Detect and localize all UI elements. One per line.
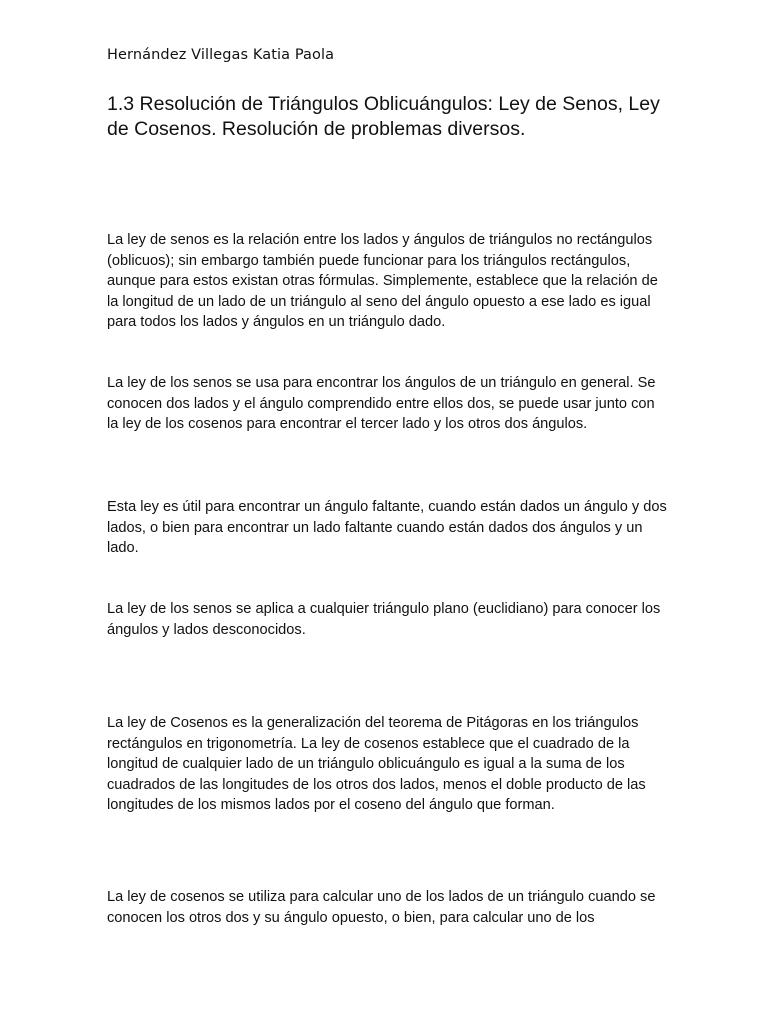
paragraph-ley-de-senos-definicion: La ley de senos es la relación entre los lados y ángulos de triángulos no rectángulos (oblicuos); sin embargo también puede funcionar para los triángulos rectángulos, aunque para estos existan otras fórmulas. Simplemente, establece que la relación de la longitud de un lado de un triángulo al seno del ángulo opuesto a ese lado es igual para todos los lados y ángulos en un triángulo dado. [107, 232, 658, 330]
paragraph-ley-de-senos-utilidad: Esta ley es útil para encontrar un ángulo faltante, cuando están dados un ángulo y dos lados, o bien para encontrar un lado faltante cuando están dados dos ángulos y un lado. [107, 499, 667, 556]
paragraph-ley-de-cosenos-uso: La ley de cosenos se utiliza para calcular uno de los lados de un triángulo cuando se conocen los otros dos y su ángulo opuesto, o bien, para calcular uno de los [107, 889, 656, 926]
paragraph-ley-de-senos-uso: La ley de los senos se usa para encontrar los ángulos de un triángulo en general. Se conocen dos lados y el ángulo comprendido entre ellos dos, se puede usar junto con la ley de los cosenos para encontrar el tercer lado y los otros dos ángulos. [107, 375, 656, 432]
paragraph-ley-de-cosenos-definicion: La ley de Cosenos es la generalización del teorema de Pitágoras en los triángulos rectángulos en trigonometría. La ley de cosenos establece que el cuadrado de la longitud de cualquier lado de un triángulo oblicuángulo es igual a la suma de los cuadrados de las longitudes de los otros dos lados, menos el doble producto de las longitudes de los mismos lados por el coseno del ángulo que forman. [107, 715, 646, 813]
paragraph-ley-de-senos-aplicacion: La ley de los senos se aplica a cualquier triángulo plano (euclidiano) para conocer los ángulos y lados desconocidos. [107, 601, 661, 638]
author-name: Hernández Villegas Katia Paola [107, 47, 335, 63]
document-title: 1.3 Resolución de Triángulos Oblicuángulos: Ley de Senos, Ley de Cosenos. Resolución de problemas diversos. [107, 93, 660, 140]
